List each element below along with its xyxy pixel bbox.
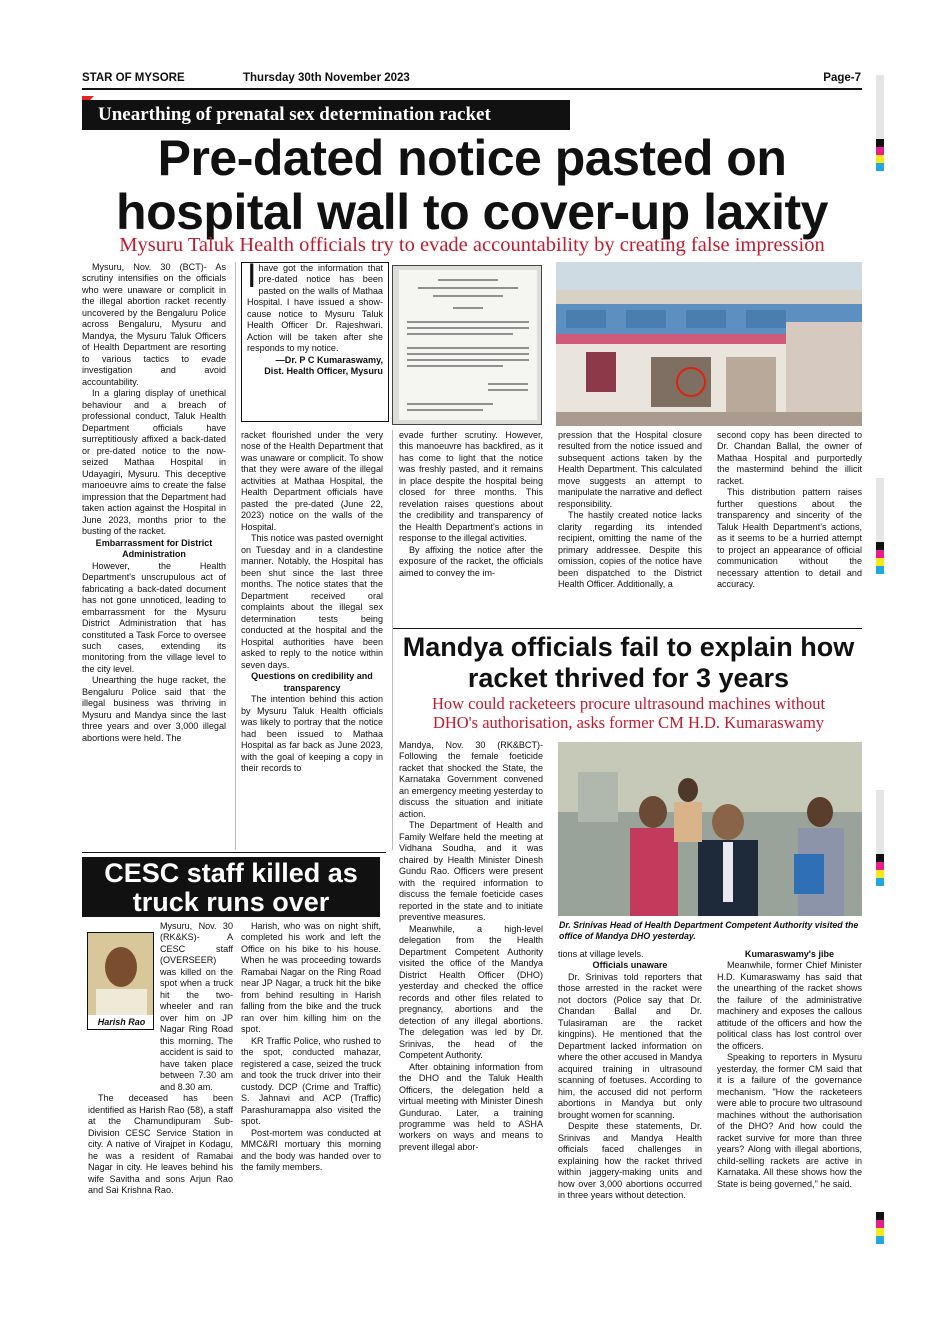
paragraph: Post-mortem was conducted at MMC&RI mortuary this morning and the body was handed over to the family members. [241, 1127, 381, 1173]
paragraph: The intention behind this action by Mysuru Taluk Health officials was likely to portray that the notice had been issued to Mathaa Hospital as far back as June 2023, with the goal of keeping a copy in their records to [241, 694, 383, 774]
paragraph: Mysuru, Nov. 30 (BCT)- As scrutiny intensifies on the officials who were unaware or complicit in the illegal abortion racket recently uncovered by the Bengaluru Police across Bengaluru, Mysuru and Mandya, the Mysuru Taluk Officers of Health Department are resorting to various tactics to evade investigation and avoid accountability. [82, 262, 226, 387]
paragraph: racket flourished under the very nose of the Health Department that was unaware or complicit. To show that they were aware of the illegal activities at Mathaa Hospital, the Health Department officials have pasted the pre-dated (June 22, 2023) notice on the walls of the Hospital. [241, 430, 383, 532]
paragraph: Speaking to reporters in Mysuru yesterday, the former CM said that it is a failure of the governance mechanism. "How the racketeers were able to procure two ultrasound machines without the authorisation of the DHO? And how could the racket survive for more than three years? Along with illegal abortions, child-selling rackets are active in Karnataka. All these shows how the State is being governed," he said. [717, 1052, 862, 1189]
story1-column-2 [241, 430, 383, 775]
story2-headline [395, 632, 862, 694]
paragraph: Mandya, Nov. 30 (RK&BCT)- Following the female foeticide racket that shocked the State, the Karnataka Government convened an emergency meeting yesterday to discuss the situation and initiate action. [399, 740, 543, 819]
paragraph: Meanwhile, former Chief Minister H.D. Kumaraswamy has said that the unearthing of the racket shows the failure of the administrative machinery and exposes the callous attitude of the officers and how the political class has lost control over the officers. [717, 960, 862, 1051]
printer-color-bar [876, 478, 884, 574]
story2-column-3 [717, 949, 862, 1190]
paragraph: The deceased has been identified as Harish Rao (58), a staff at the Chamundipuram Sub-Division CESC Service Station in city. A native of Virajpet in Kodagu, he was a resident of Ramabai Nagar in city. He leaves behind his wife Savitha and sons Arjun Rao and Sai Krishna Rao. [88, 1093, 233, 1196]
story2-subhead [395, 694, 862, 732]
hospital-building-image [556, 262, 862, 426]
story-divider [393, 628, 862, 629]
quote-attribution-name: —Dr. P C Kumaraswamy, [275, 354, 383, 365]
mandya-visit-image [558, 742, 862, 916]
mandya-visit-photo [558, 742, 862, 916]
story2-column-1 [399, 740, 543, 1153]
issue-date: Thursday 30th November 2023 [243, 72, 410, 84]
paragraph: Despite these statements, Dr. Srinivas and Mandya Health officials faced challenges in explaining how the racket thrived within jaggery-making units and how over 3,000 abortions occurred in three years without detection. [558, 1121, 702, 1201]
paragraph: Meanwhile, a high-level delegation from the Health Department Competent Authority visited the office of the Mandya District Health Officer (DHO) yesterday and checked the office records and other files related to pregnancy, abortions and the detection of any illegal abortions. The delegation was led by Dr. Srinivas, the head of the Competent Authority. [399, 923, 543, 1061]
notice-document-photo [392, 265, 542, 425]
paragraph: In a glaring display of unethical behaviour and a breach of professional conduct, Taluk Health Department officials have surreptitiously affixed a back-dated or pre-dated notice to the now-seized Mathaa Hospital in Udayagiri, Mysuru. This deceptive manoeuvre aims to create the false impression that the Department had taken action against the Hospital in June 2023, months prior to the busting of the racket. [82, 388, 226, 537]
pull-quote [247, 257, 383, 378]
page-number: Page-7 [823, 72, 861, 84]
story2-headline-line1: Mandya officials fail to explain how [402, 632, 855, 662]
drop-cap: I [247, 257, 257, 295]
story2-column-2 [558, 949, 702, 1202]
story1-kicker: Unearthing of prenatal sex determination racket [82, 100, 570, 130]
quote-text: have got the information that pre-dated notice has been pasted on the walls of Mathaa Hospital. I have issued a show-cause notice to Mysuru Taluk Health Officer Dr. Rajeshwari. Action will be taken after she responds to my notice. [247, 263, 383, 354]
printer-color-bar [876, 1212, 884, 1244]
story1-headline-line1: Pre-dated notice pasted on [157, 130, 787, 186]
paragraph: Harish, who was on night shift, completed his work and left the Office on his bike to his house. When he was proceeding towards Ramabai Nagar on the Ring Road near JP Nagar, a truck hit the bike from behind resulting in Harish falling from the bike and the truck ran over him killing him on the spot. [241, 921, 381, 1035]
paragraph-lead: Mysuru, Nov. 30 (RK&KS)- A CESC staff (OVERSEER) was killed on the spot when a truck hit the two-wheeler and ran over him on JP Nagar Ring Road this morning. The accident is said to have taken place between 7.30 am and 8.30 am. [160, 921, 233, 1092]
story2-subheading-kumaraswamy: Kumaraswamy's jibe [744, 949, 835, 959]
paragraph: evade further scrutiny. However, this manoeuvre has backfired, as it has come to light that the notice was freshly pasted, and it remains in place despite the hospital being closed for three months. This revelation raises questions about the credibility and transparency of the Health Department's actions in response to the illegal activities. [399, 430, 543, 544]
paragraph: The Department of Health and Family Welfare held the meeting at Vidhana Soudha, and it was chaired by Health Minister Dinesh Gundu Rao. Officers were present with the required information to discuss the female foeticide cases reported in the state and to initiate preventive measures. [399, 820, 543, 923]
story3-headline [82, 857, 380, 917]
column-divider [392, 430, 393, 850]
printer-color-bar [876, 790, 884, 886]
story1-column-1 [82, 262, 226, 744]
paper-name: STAR OF MYSORE [82, 72, 185, 84]
mandya-photo-caption: Dr. Srinivas Head of Health Department Competent Authority visited the office of Mandya DHO yesterday. [559, 920, 859, 941]
hospital-building-photo [556, 262, 862, 426]
paragraph: tions at village levels. [558, 949, 644, 959]
story2-subheading-officials: Officials unaware [592, 960, 668, 971]
story1-column-5 [717, 430, 862, 591]
paragraph: KR Traffic Police, who rushed to the spot, conducted mahazar, registered a case, seized the truck and took the truck driver into their custody. DCP (Crime and Traffic) S. Jahnavi and ACP (Traffic) Parashuramappa also visited the spot. [241, 1035, 381, 1127]
story3-column-1 [88, 921, 233, 1197]
paragraph: Unearthing the huge racket, the Bengaluru Police said that the illegal business was thriving in Mysuru and Mandya since the last three years and over 3,000 illegal abortions were held. The [82, 675, 226, 743]
paragraph: Dr. Srinivas told reporters that those arrested in the racket were not doctors (Police say that Dr. Chandan Ballal and Dr. Tulasiraman are the racket kingpins). He mentioned that the Department lacked information on where the other accused in Mandya acquired training in ultrasound scanning of foetuses. According to him, the accused did not perform abortions in Mandya but only brought women for scanning. [558, 971, 702, 1120]
story2-subhead-line1: How could racketeers procure ultrasound machines without [431, 694, 826, 713]
quote-attribution-title: Dist. Health Officer, Mysuru [264, 366, 383, 377]
paragraph: second copy has been directed to Dr. Chandan Ballal, the owner of Mathaa Hospital and purportedly the mastermind behind the illicit racket. [717, 430, 862, 486]
story-divider [82, 852, 386, 853]
story3-headline-line2: truck runs over [132, 887, 330, 917]
story1-headline-line2: hospital wall to cover-up laxity [116, 184, 828, 240]
notice-document-image [393, 266, 542, 425]
portrait-caption: Harish Rao [88, 1015, 154, 1029]
story2-headline-line2: racket thrived for 3 years [467, 663, 790, 693]
story1-column-3 [399, 430, 543, 579]
story3-column-2 [241, 921, 381, 1174]
story2-subhead-line2: DHO's authorisation, asks former CM H.D. Kumaraswamy [432, 713, 825, 732]
paragraph: After obtaining information from the DHO and the Taluk Health Officers, the delegation held a virtual meeting with Minister Dinesh Gundurao. Later, a training programme was held to ASHA workers on ways and means to prevent illegal abor- [399, 1061, 543, 1152]
masthead-rule [82, 88, 862, 90]
printer-color-bar [876, 75, 884, 171]
column-divider [235, 262, 236, 850]
paragraph: The hastily created notice lacks clarity regarding its intended recipient, omitting the name of the primary addressee. Despite this omission, copies of the notice have been dispatched to the District Health Officer. Additionally, a [558, 510, 702, 590]
story1-column-4 [558, 430, 702, 591]
story1-subheading-embarrassment: Embarrassment for District Administration [95, 537, 213, 560]
paragraph: This distribution pattern raises further questions about the transparency and sincerity of the Taluk Health Department's actions, as it seems to be a hurried attempt to project an appearance of official communication without the necessary attention to detail and accuracy. [717, 487, 862, 590]
story1-subhead: Mysuru Taluk Health officials try to evade accountability by creating false impression [119, 234, 825, 256]
paragraph: However, the Health Department's unscrupulous act of fabricating a back-dated document has not gone unnoticed, leading to embarrassment for the Mysuru District Administration that has constituted a Task Force to oversee such cases, extending its monitoring from the village level to the city level. [82, 560, 226, 674]
story3-headline-line1: CESC staff killed as [104, 858, 358, 888]
story1-subheading-credibility: Questions on credibility and transparency [251, 671, 373, 693]
paragraph: pression that the Hospital closure resulted from the notice issued and subsequent actions taken by the Health Department. This calculated move suggests an attempt to manipulate the narrative and deflect responsibility. [558, 430, 702, 509]
paragraph: By affixing the notice after the exposure of the racket, the officials aimed to convey the im- [399, 544, 543, 578]
paragraph: This notice was pasted overnight on Tuesday and in a clandestine manner. Notably, the Hospital has been shut since the last three months. The notice states that the Department received oral complaints about the illegal sex determination tests being conducted at the hospital and the Hospital authorities have been asked to reply to the notice within seven days. [241, 533, 383, 670]
